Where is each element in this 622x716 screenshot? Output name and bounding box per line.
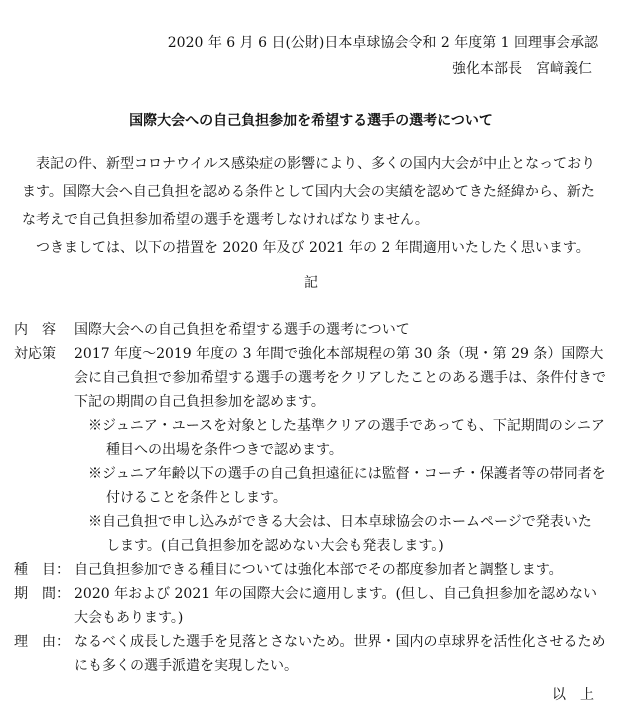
note-2-line-b: 付けることを条件とします。	[106, 490, 287, 506]
item-taiousaku	[14, 342, 610, 558]
intro-section	[22, 150, 607, 262]
item-text: 国際大会への自己負担を希望する選手の選考について	[74, 322, 410, 338]
item-riyuu	[14, 630, 610, 678]
note-3-line-a: ※自己負担で申し込みができる大会は、日本卓球協会のホームページで発表いた	[88, 514, 592, 530]
author-line: 強化本部長 宮﨑義仁	[452, 61, 592, 77]
item-text: なるべく成長した選手を見落とさないため。世界・国内の卓球界を活性化させるためにも多くの選手派遣を実現したい。	[74, 634, 606, 674]
item-naiyou	[14, 318, 610, 342]
closing-mark: 以 上	[552, 687, 594, 703]
item-text: 2017 年度～2019 年度の 3 年間で強化本部規程の第 30 条（現・第 29 条）国際大会に自己負担で参加希望する選手の選考をクリアしたことのある選手は、条件付きで下記の期間の自己負担参加を認めます。	[74, 346, 606, 410]
item-text: 自己負担参加できる種目については強化本部でその都度参加者と調整します。	[74, 562, 563, 578]
item-body	[74, 342, 610, 558]
document-title: 国際大会への自己負担参加を希望する選手の選考について	[129, 113, 493, 129]
item-label: 内 容	[14, 322, 56, 338]
note-1-line-a: ※ジュニア・ユースを対象とした基準クリアの選手であっても、下記期間のシニア	[88, 418, 605, 434]
item-label: 理 由：	[14, 634, 70, 650]
note-2-line-a: ※ジュニア年齢以下の選手の自己負担遠征には監督・コーチ・保護者等の帯同者を	[88, 466, 606, 482]
intro-paragraph-2: つきましては、以下の措置を 2020 年及び 2021 年の 2 年間適用いたしたく思います。	[22, 240, 590, 256]
approval-line: 2020 年 6 月 6 日(公財)日本卓球協会令和 2 年度第 1 回理事会承認	[167, 35, 598, 51]
note-2	[74, 462, 610, 510]
item-shumoku	[14, 558, 610, 582]
note-1-line-b: 種目への出場を条件つきで認めます。	[106, 442, 343, 458]
item-label: 期 間：	[14, 586, 70, 602]
item-text: 2020 年および 2021 年の国際大会に適用します。(但し、自己負担参加を認めない大会もあります。)	[74, 586, 597, 626]
item-label: 対応策	[14, 346, 56, 362]
note-3	[74, 510, 610, 558]
item-label: 種 目：	[14, 562, 70, 578]
items-list	[14, 318, 610, 678]
intro-paragraph-1: 表記の件、新型コロナウイルス感染症の影響により、多くの国内大会が中止となっております。国際大会へ自己負担を認める条件として国内大会の実績を認めてきた経緯から、新たな考えで自己負担参加希望の選手を選考しなければなりません。	[22, 156, 596, 228]
ki-heading: 記	[304, 275, 318, 291]
item-kikan	[14, 582, 610, 630]
note-3-line-b: します。(自己負担参加を認めない大会も発表します。)	[106, 538, 444, 554]
note-1	[74, 414, 610, 462]
